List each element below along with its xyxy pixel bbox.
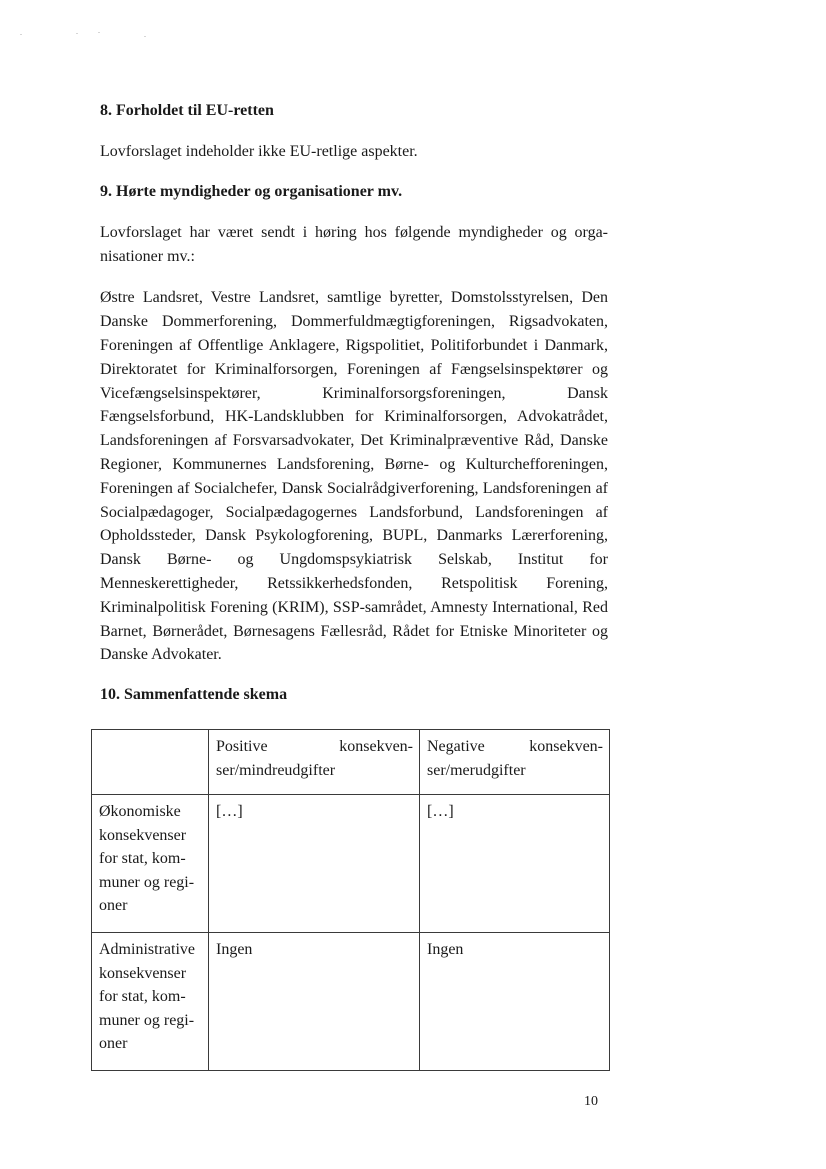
table-header-negative: Negative konsekvenser/merudgifter: [420, 730, 610, 795]
table-row-label: Administrative konsekvenser for stat, kommuner og regioner: [92, 933, 209, 1071]
summary-table: [91, 729, 610, 1071]
hearing-intro-paragraph: Lovforslaget har været sendt i høring hos følgende myndigheder og organisationer mv.:: [100, 223, 608, 265]
table-header-cell-empty: [92, 730, 209, 795]
table-row-label: Økonomiske konsekvenser for stat, kommuner og regioner: [92, 795, 209, 933]
table-header-row: [92, 730, 610, 795]
document-body: [100, 100, 608, 706]
page-number: 10: [584, 1094, 598, 1109]
section-heading-eu: 8. Forholdet til EU-retten: [100, 102, 274, 119]
hearing-list-paragraph: Østre Landsret, Vestre Landsret, samtlige byretter, Domstolsstyrelsen, Den Danske Dommerforening, Dommerfuldmægtigforeningen, Rigsadvokaten, Foreningen af Offentlige Anklagere, Rigspolitiet, Politiforbundet i Danmark, Direktoratet for Kriminalforsorgen, Foreningen af Fængselsinspektører og Vicefængselsinspektører, Kriminalforsorgsforeningen, Dansk Fængselsforbund, HK-Landsklubben for Kriminalforsorgen, Advokatrådet, Landsforeningen af Forsvarsadvokater, Det Kriminalpræventive Råd, Danske Regioner, Kommunernes Landsforening, Børne- og Kulturchefforeningen, Foreningen af Socialchefer, Dansk Socialrådgiverforening, Landsforeningen af Socialpædagoger, Socialpædagogernes Landsforbund, Landsforeningen af Opholdssteder, Dansk Psykologforening, BUPL, Danmarks Lærerforening, Dansk Børne- og Ungdomspsykiatrisk Selskab, Institut for Menneskerettigheder, Retssikkerhedsfonden, Retspolitisk Forening, Kriminalpolitisk Forening (KRIM), SSP-samrådet, Amnesty International, Red Barnet, Børnerådet, Børnesagens Fællesråd, Rådet for Etniske Minoriteter og Danske Advokater.: [100, 289, 608, 664]
eu-paragraph: Lovforslaget indeholder ikke EU-retlige aspekter.: [100, 143, 418, 160]
table-row: [92, 795, 610, 933]
table-cell: […]: [209, 795, 420, 933]
section-heading-hearing: 9. Hørte myndigheder og organisationer mv.: [100, 182, 403, 200]
scan-artifact: [20, 32, 150, 38]
section-heading-summary: 10. Sammenfattende skema: [100, 686, 288, 704]
table-cell: […]: [420, 795, 610, 933]
table-header-positive: Positive konsekvenser/mindreudgifter: [209, 730, 420, 795]
table-cell: Ingen: [209, 933, 420, 1071]
table-row: [92, 933, 610, 1071]
table-cell: Ingen: [420, 933, 610, 1071]
